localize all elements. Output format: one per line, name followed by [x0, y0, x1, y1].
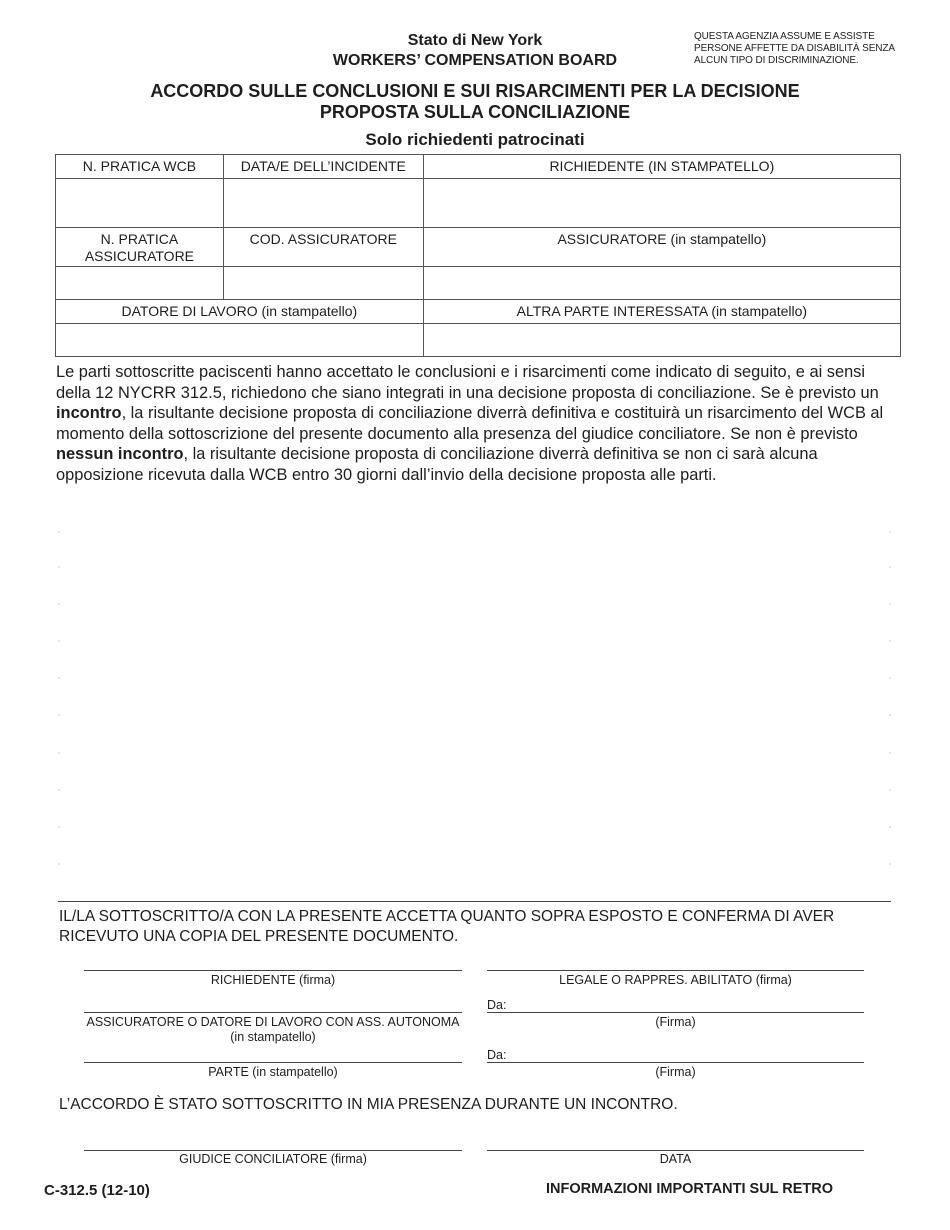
margin-dot: [58, 640, 60, 642]
case-info-table: [55, 154, 901, 357]
section-divider: [58, 901, 891, 902]
margin-dot: [889, 677, 891, 679]
attorney-signature-line[interactable]: [487, 970, 864, 971]
carrier-signature-line[interactable]: [487, 1012, 864, 1013]
carrier-name-label: ASSICURATORE O DATORE DI LAVORO CON ASS. AUTONOMA (in stampatello): [86, 1015, 460, 1044]
party-name-line[interactable]: [84, 1062, 462, 1063]
margin-dot: [889, 863, 891, 865]
attorney-signature-label: LEGALE O RAPPRES. ABILITATO (firma): [559, 973, 792, 987]
non-discrimination-notice: QUESTA AGENZIA ASSUME E ASSISTE PERSONE AFFETTE DA DISABILITÀ SENZA ALCUN TIPO DI DISCRIMINAZIONE.: [694, 31, 895, 66]
employer-label: DATORE DI LAVORO (in stampatello): [56, 300, 424, 324]
carrier-case-no-field[interactable]: [56, 267, 224, 300]
incident-dates-label: DATA/E DELL’INCIDENTE: [223, 155, 423, 179]
form-number: C-312.5 (12-10): [44, 1182, 150, 1199]
acceptance-statement: IL/LA SOTTOSCRITTO/A CON LA PRESENTE ACCETTA QUANTO SOPRA ESPOSTO E CONFERMA DI AVER RICEVUTO UNA COPIA DEL PRESENTE DOCUMENTO.: [59, 908, 835, 945]
margin-dot: [889, 752, 891, 754]
margin-dot: [58, 603, 60, 605]
carrier-label: ASSICURATORE (in stampatello): [423, 228, 900, 267]
judge-signature-line[interactable]: [84, 1150, 462, 1151]
claimant-label: RICHIEDENTE (IN STAMPATELLO): [423, 155, 900, 179]
wcb-case-no-label: N. PRATICA WCB: [56, 155, 224, 179]
carrier-case-no-label: N. PRATICA ASSICURATORE: [56, 228, 224, 267]
date-label: DATA: [659, 1152, 692, 1166]
carrier-signature-label: (Firma): [655, 1015, 696, 1029]
agreement-paragraph: Le parti sottoscritte paciscenti hanno accettato le conclusioni e i risarcimenti come indicato di seguito, e ai sensi della 12 NYCRR 312.5, richiedono che siano integrati in una decisione proposta di conciliazione. Se è previsto un incontro, la risultante decisione proposta di conciliazione diverrà definitiva e costituirà un risarcimento del WCB al momento della sottoscrizione del presente documento alla presenza del giudice conciliatore. Se non è previsto nessun incontro, la risultante decisione proposta di conciliazione diverrà definitiva se non ci sarà alcuna opposizione ricevuta dalla WCB entro 30 giorni dall’invio della decisione proposta alle parti.: [56, 363, 884, 484]
claimant-signature-line[interactable]: [84, 970, 462, 971]
state-name: Stato di New York: [407, 32, 543, 49]
employer-field[interactable]: [56, 324, 424, 357]
margin-dot: [58, 789, 60, 791]
back-info-note: INFORMAZIONI IMPORTANTI SUL RETRO: [546, 1181, 834, 1197]
findings-writing-area[interactable]: [56, 500, 896, 895]
carrier-field[interactable]: [423, 267, 900, 300]
margin-dot: [58, 863, 60, 865]
wcb-case-no-field[interactable]: [56, 179, 224, 228]
carrier-code-field[interactable]: [223, 267, 423, 300]
claimant-field[interactable]: [423, 179, 900, 228]
margin-dot: [58, 714, 60, 716]
margin-dot: [58, 677, 60, 679]
margin-dot: [889, 566, 891, 568]
claimant-signature-label: RICHIEDENTE (firma): [210, 973, 336, 987]
party-name-label: PARTE (in stampatello): [208, 1065, 338, 1079]
margin-dot: [58, 826, 60, 828]
margin-dot: [889, 640, 891, 642]
party-signature-label: (Firma): [655, 1065, 696, 1079]
margin-dot: [58, 566, 60, 568]
margin-dot: [58, 752, 60, 754]
other-party-field[interactable]: [423, 324, 900, 357]
date-line[interactable]: [487, 1150, 864, 1151]
board-name: WORKERS’ COMPENSATION BOARD: [332, 52, 618, 69]
other-party-label: ALTRA PARTE INTERESSATA (in stampatello): [423, 300, 900, 324]
carrier-name-line[interactable]: [84, 1012, 462, 1013]
margin-dot: [889, 826, 891, 828]
carrier-code-label: COD. ASSICURATORE: [223, 228, 423, 267]
margin-dot: [889, 789, 891, 791]
margin-dot: [58, 531, 60, 533]
by-label-2: Da:: [487, 1048, 507, 1062]
margin-dot: [889, 603, 891, 605]
margin-dot: [889, 531, 891, 533]
margin-dot: [889, 714, 891, 716]
party-signature-line[interactable]: [487, 1062, 864, 1063]
by-label-1: Da:: [487, 998, 507, 1012]
judge-signature-label: GIUDICE CONCILIATORE (firma): [179, 1152, 367, 1166]
form-subtitle: Solo richiedenti patrocinati: [365, 130, 585, 149]
presence-statement: L’ACCORDO È STATO SOTTOSCRITTO IN MIA PRESENZA DURANTE UN INCONTRO.: [59, 1096, 678, 1113]
incident-dates-field[interactable]: [223, 179, 423, 228]
form-title: ACCORDO SULLE CONCLUSIONI E SUI RISARCIMENTI PER LA DECISIONE PROPOSTA SULLA CONCILIAZIONE: [150, 81, 800, 122]
